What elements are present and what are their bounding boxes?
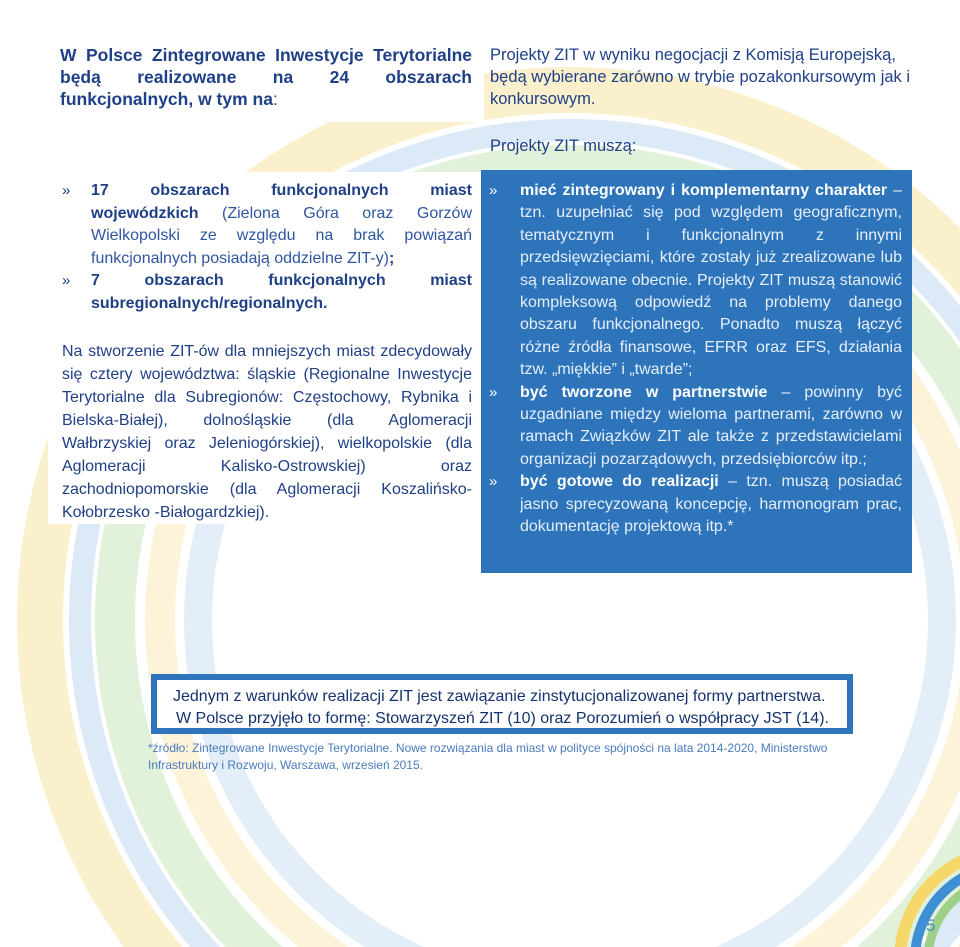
list-item (62, 270, 472, 315)
must-heading: Projekty ZIT muszą: (490, 137, 637, 155)
bullet-arrow: » (489, 182, 498, 199)
list-item-bold: 17 obszarach funkcjonalnych miast wojewódzkich (91, 182, 472, 222)
requirements-box (481, 170, 912, 573)
frame-line-1: Jednym z warunków realizacji ZIT jest zawiązanie zinstytucjonalizowanej formy partnerstwa. (173, 688, 826, 705)
right-intro-text: Projekty ZIT w wyniku negocjacji z Komisją Europejską, będą wybierane zarówno w trybie pozakonkursowym jak i konkursowym. (490, 46, 911, 108)
bullet-arrow: » (62, 182, 71, 199)
list-item-bold: być tworzone w partnerstwie (520, 383, 768, 401)
intro-bold: W Polsce Zintegrowane Inwestycje Terytorialne będą realizowane na 24 obszarach funkcjonalnych, w tym na (60, 45, 472, 109)
footnote: *źródło: Zintegrowane Inwestycje Terytorialne. Nowe rozwiązania dla miast w polityce spójności na lata 2014-2020, Ministerstwo Infrastruktury i Rozwoju, Warszawa, wrzesień 2015. (148, 741, 828, 772)
list-item-bold: mieć zintegrowany i komplementarny charakter (520, 182, 888, 199)
list-item (489, 382, 902, 472)
right-intro (490, 44, 920, 110)
frame-line-2: W Polsce przyjęło to formę: Stowarzyszeń ZIT (10) oraz Porozumień o współpracy JST (14). (176, 709, 829, 727)
bullet-arrow: » (489, 473, 498, 491)
intro-colon: : (272, 89, 278, 109)
list-item-text: – tzn. uzupełniać się pod względem geograficznym, tematycznym i funkcjonalnym z innymi przedsięwzięciami, które zostały już zrealizowane lub są realizowane obecnie. Projekty ZIT muszą stanowić kompleksową odpowiedź na problemy danego obszaru funkcjonalnego. Ponadto muszą łączyć różne źródła finansowe, EFRR oraz EFS, działania tzw. „miękkie” i „twarde”; (520, 182, 903, 379)
partnership-frame (151, 674, 853, 734)
left-body-paragraph: Na stworzenie ZIT-ów dla mniejszych miast zdecydowały się cztery województwa: śląskie (Regionalne Inwestycje Terytorialne dla Subregionów: Częstochowy, Rybnika i Bielska-Białej), dolnośląskie (dla Aglomeracji Wałbrzyskiej oraz Jeleniogórskiej), wielkopolskie (dla Aglomeracji Kalisko-Ostrowskiej) oraz zachodniopomorskie (dla Aglomeracji Koszalińsko-Kołobrzesko -Białogardzkiej). (62, 343, 472, 521)
list-item (489, 471, 902, 538)
list-item-bold: 7 obszarach funkcjonalnych miast subregionalnych/regionalnych. (91, 272, 472, 312)
requirements-list (489, 180, 902, 539)
intro-box (48, 34, 484, 122)
bullet-arrow: » (489, 383, 498, 401)
list-item-text: (Zielona Góra oraz Gorzów Wielkopolski ze względu na brak powiązań funkcjonalnych posiadają oddzielne ZIT-y) (91, 204, 472, 267)
list-item (62, 180, 472, 270)
corner-arc-green (928, 878, 960, 947)
list-item-end: ; (388, 249, 395, 267)
list-item-text: – tzn. muszą posiadać jasno sprecyzowaną koncepcję, harmonogram prac, dokumentację projektową itp.* (520, 473, 903, 536)
corner-arc-blue (915, 865, 960, 947)
page-number: 5 (926, 916, 936, 935)
left-bullet-list (62, 180, 472, 315)
list-item-bold: być gotowe do realizacji (520, 473, 719, 491)
list-item (489, 180, 902, 382)
list-item-text: – powinny być uzgadniane między wieloma partnerami, zarówno w ramach Związków ZIT ale także z przedstawicielami organizacji pozarządowych, przedsiębiorców itp.; (520, 383, 902, 468)
bullet-arrow: » (62, 272, 71, 289)
intro-text (60, 44, 472, 110)
